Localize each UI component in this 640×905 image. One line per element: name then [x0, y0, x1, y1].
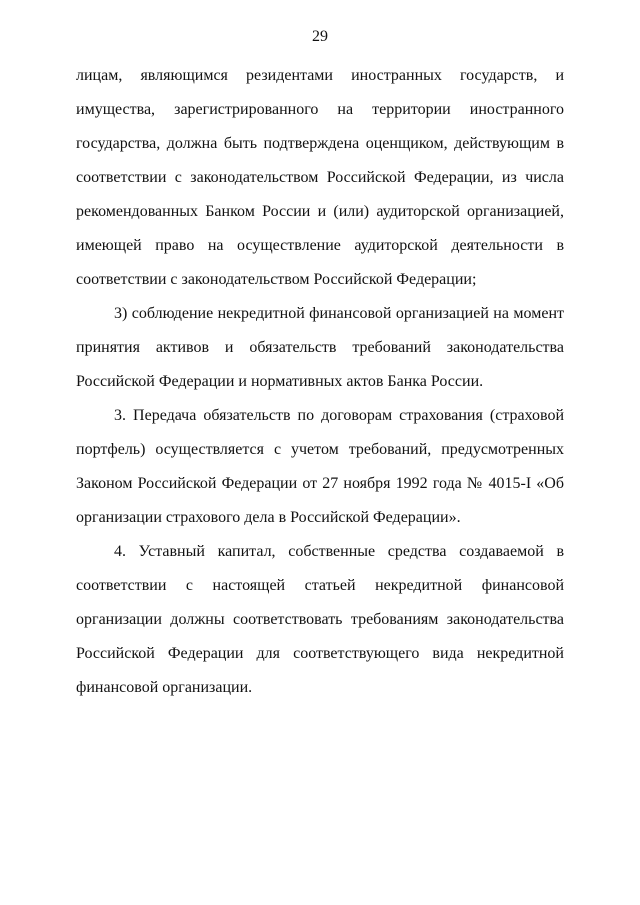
paragraph-continuation: лицам, являющимся резидентами иностранных государств, и имущества, зарегистрированного на территории иностранного государства, должна быть подтверждена оценщиком, действующим в соответствии с законодательством Российской Федерации, из числа рекомендованных Банком России и (или) аудиторской организацией, имеющей право на осуществление аудиторской деятельности в соответствии с законодательством Российской Федерации;	[76, 67, 564, 288]
paragraph-section-4: 4. Уставный капитал, собственные средства создаваемой в соответствии с настоящей статьей некредитной финансовой организации должны соответствовать требованиям законодательства Российской Федерации для соответствующего вида некредитной финансовой организации.	[76, 543, 564, 696]
document-body	[76, 59, 564, 705]
page-number: 29	[312, 28, 328, 45]
paragraph-item-3: 3) соблюдение некредитной финансовой организацией на момент принятия активов и обязательств требований законодательства Российской Федерации и нормативных актов Банка России.	[76, 305, 564, 390]
paragraph-section-3: 3. Передача обязательств по договорам страхования (страховой портфель) осуществляется с учетом требований, предусмотренных Законом Российской Федерации от 27 ноября 1992 года № 4015-I «Об организации страхового дела в Российской Федерации».	[76, 407, 564, 526]
